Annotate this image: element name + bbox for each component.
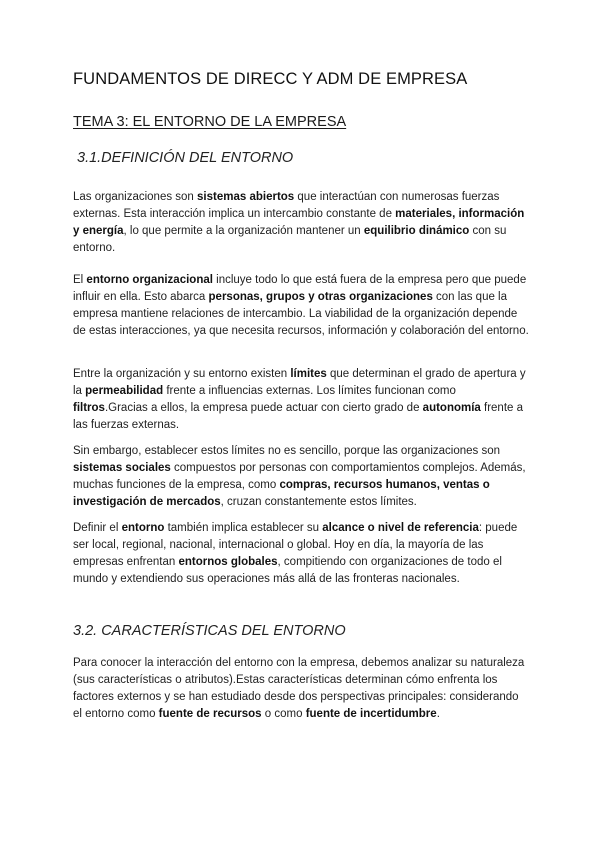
bold-term: filtros <box>73 402 105 414</box>
section-heading-characteristics: 3.2. CARACTERÍSTICAS DEL ENTORNO <box>73 623 346 639</box>
topic-heading: TEMA 3: EL ENTORNO DE LA EMPRESA <box>73 114 347 130</box>
paragraph: Las organizaciones son sistemas abiertos que interactúan con numerosas fuerzas externas. Esta interacción implica un intercambio constante de materiales, información y energía, lo que permite a la organización mantener un equilibrio dinámico con su entorno. <box>73 191 525 254</box>
bold-term: entorno organizacional <box>86 274 213 286</box>
bold-term: fuente de recursos <box>158 708 262 720</box>
bold-term: entorno <box>121 522 165 534</box>
bold-term: sistemas sociales <box>73 462 171 474</box>
paragraph: Sin embargo, establecer estos límites no es sencillo, porque las organizaciones son sistemas sociales compuestos por personas con comportamientos complejos. Además, muchas funciones de la empresa, como compras, recursos humanos, ventas o investigación de mercados, cruzan constantemente estos límites. <box>73 445 526 508</box>
document-title: FUNDAMENTOS DE DIRECC Y ADM DE EMPRESA <box>73 70 468 88</box>
paragraph: Entre la organización y su entorno existen límites que determinan el grado de apertura y la permeabilidad frente a influencias externas. Los límites funcionan como filtros.Gracias a ellos, la empresa puede actuar con cierto grado de autonomía frente a las fuerzas externas. <box>73 368 526 431</box>
bold-term: equilibrio dinámico <box>363 225 470 237</box>
bold-term: sistemas abiertos <box>197 191 295 203</box>
paragraph: El entorno organizacional incluye todo lo que está fuera de la empresa pero que puede influir en ella. Esto abarca personas, grupos y otras organizaciones con las que la empresa mantiene relaciones de intercambio. La viabilidad de la organización depende de estas interacciones, ya que necesita recursos, información y colaboración del entorno. <box>73 274 529 337</box>
bold-term: compras, recursos humanos, ventas o investigación de mercados <box>73 479 490 508</box>
bold-term: materiales, información y energía <box>73 208 525 237</box>
bold-term: autonomía <box>422 402 481 414</box>
bold-term: límites <box>290 368 327 380</box>
paragraph: Para conocer la interacción del entorno con la empresa, debemos analizar su naturaleza (sus características o atributos).Estas características determinan cómo enfrenta los factores externos y se han estudiado desde dos perspectivas principales: considerando el entorno como fuente de recursos o como fuente de incertidumbre. <box>73 657 525 720</box>
bold-term: fuente de incertidumbre <box>305 708 437 720</box>
bold-term: personas, grupos y otras organizaciones <box>208 291 433 303</box>
bold-term: alcance o nivel de referencia <box>322 522 479 534</box>
section-heading-definition: 3.1.DEFINICIÓN DEL ENTORNO <box>77 150 294 166</box>
bold-term: permeabilidad <box>85 385 164 397</box>
paragraph: Definir el entorno también implica establecer su alcance o nivel de referencia: puede ser local, regional, nacional, internacional o global. Hoy en día, la mayoría de las empresas enfrentan entornos globales, compitiendo con organizaciones de todo el mundo y extendiendo sus operaciones más allá de las fronteras nacionales. <box>73 522 518 585</box>
bold-term: entornos globales <box>178 556 278 568</box>
